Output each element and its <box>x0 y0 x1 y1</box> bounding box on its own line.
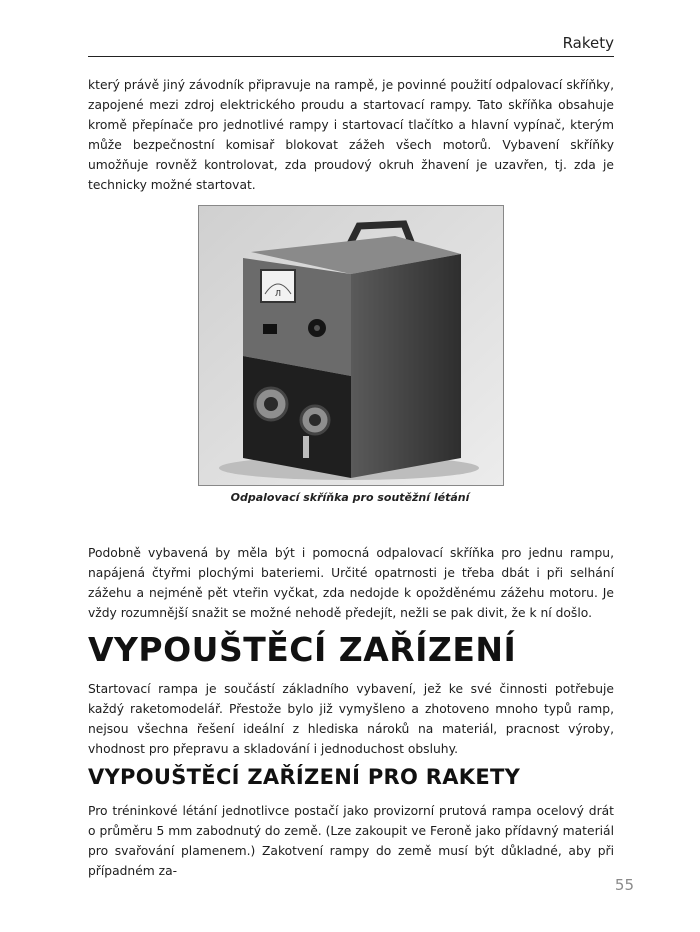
page-number: 55 <box>614 876 634 894</box>
section-heading: VYPOUŠTĚCÍ ZAŘÍZENÍ <box>88 630 517 669</box>
subsection-heading: VYPOUŠTĚCÍ ZAŘÍZENÍ PRO RAKETY <box>88 765 521 789</box>
running-title: Rakety <box>562 34 614 52</box>
body-paragraph-4: Pro tréninkové létání jednotlivce postačí jako provizorní prutová rampa ocelový drát o průměru 5 mm zabodnutý do země. (Lze zakoupit ve Feroně jako přídavný materiál pro svařování plamenem.) Zakotvení rampy do země musí být důkladné, aby při případném za- <box>88 804 614 878</box>
body-paragraph-3: Startovací rampa je součástí základního vybavení, jež ke své činnosti potřebuje každý raketomodelář. Přestože bylo již vymyšleno a zhotoveno mnoho typů ramp, nejsou všechna řešení ideální z hlediska nároků na materiál, pracnost výroby, vhodnost pro přepravu a skladování i jednoduchost obsluhy. <box>88 682 614 756</box>
figure-caption: Odpalovací skříňka pro soutěžní létání <box>230 491 470 504</box>
body-paragraph-1: který právě jiný závodník připravuje na rampě, je povinné použití odpalovací skříňky, zapojené mezi zdroj elektrického proudu a startovací rampy. Tato skříňka obsahuje kromě přepínače pro jednotlivé rampy i startovací tlačítko a hlavní vypínač, kterým může bezpečnostní komisař blokovat zážeh všech motorů. Vybavení skříňky umožňuje rovněž kontrolovat, zda proudový okruh žhavení je uzavřen, tj. zda je technicky možné startovat. <box>88 78 614 192</box>
running-header <box>88 32 614 57</box>
key <box>303 436 309 458</box>
toggle-switch <box>263 324 277 334</box>
launch-box-photo <box>198 205 504 486</box>
box-front-lower <box>243 356 351 478</box>
body-paragraph-2: Podobně vybavená by měla být i pomocná odpalovací skříňka pro jednu rampu, napájená čtyřmi plochými bateriemi. Určité opatrnosti je třeba dbát i při selhání zážehu a nejméně pět vteřin vyčkat, zda nedojde k opožděnému zážehu motoru. Je vždy rozumnější snažit se možné nehodě předejít, nežli se pak divit, že k ní došlo. <box>88 546 614 620</box>
box-side <box>351 254 461 478</box>
meter-label: Л <box>274 289 282 298</box>
box-front-upper <box>243 258 351 376</box>
